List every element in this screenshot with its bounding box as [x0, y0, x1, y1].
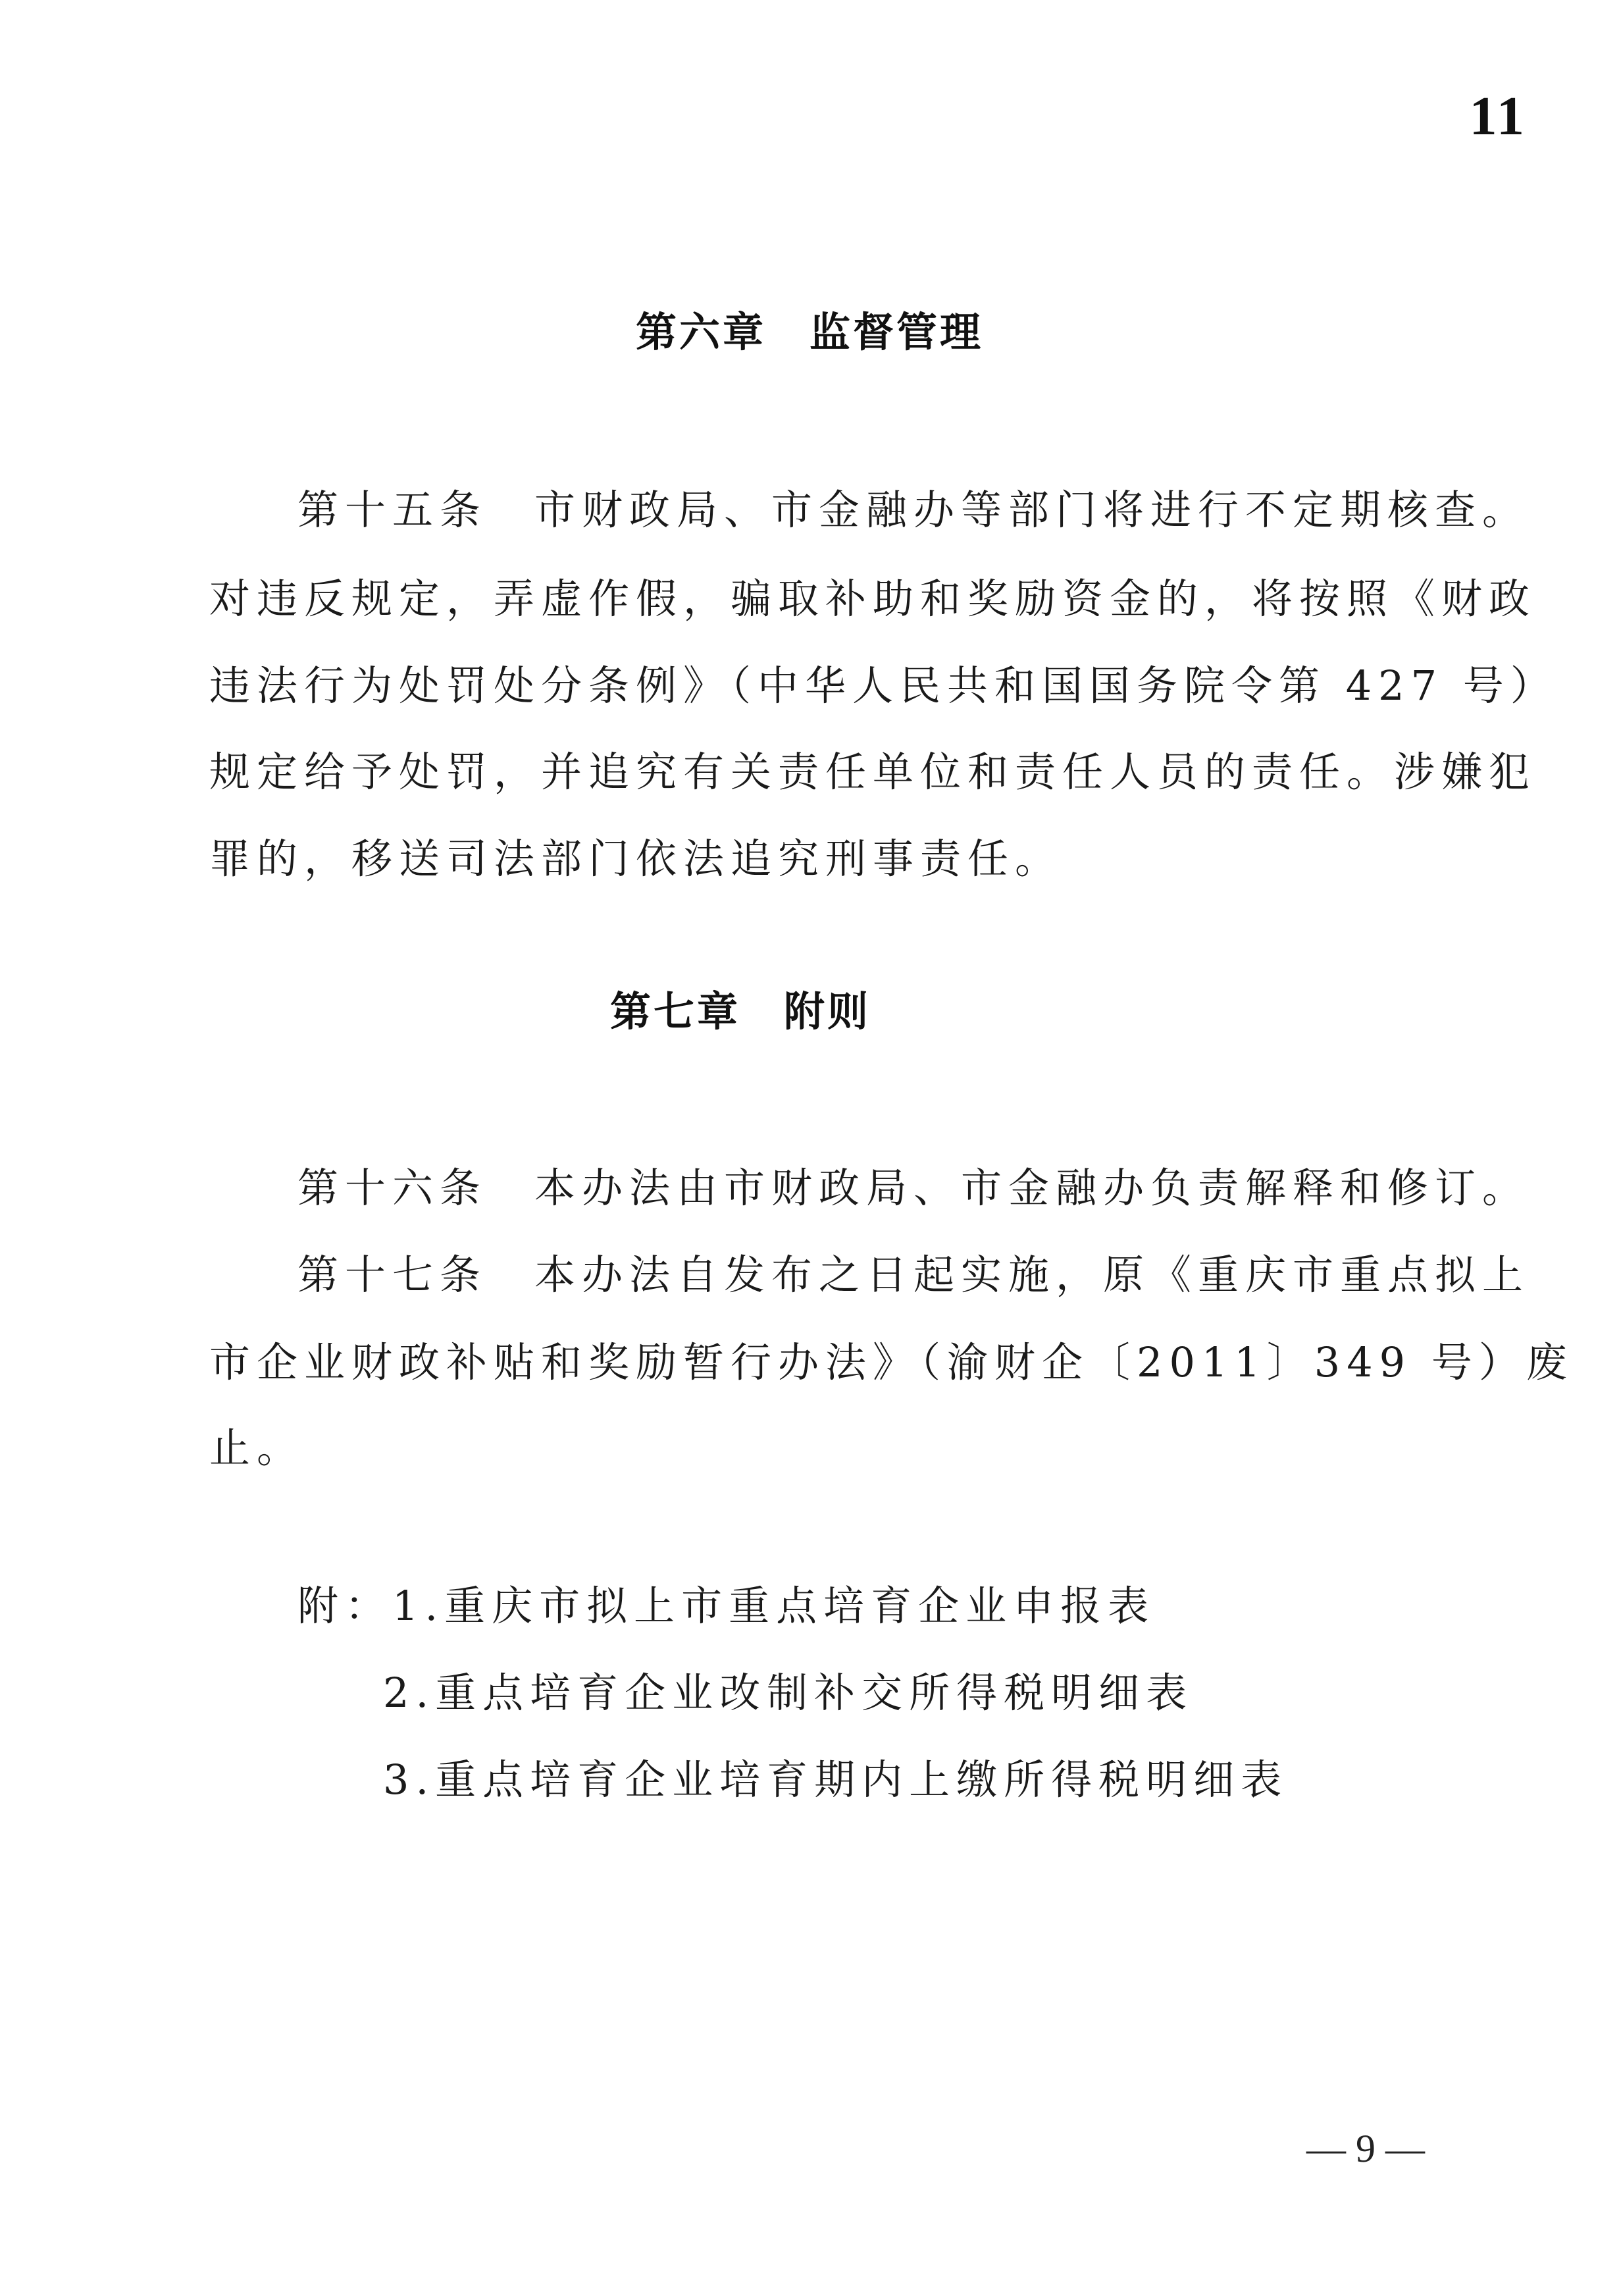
article-15-line-2: 对违反规定，弄虚作假，骗取补助和奖励资金的，将按照《财政 [209, 575, 1537, 623]
article-17-line-3: 止。 [209, 1424, 305, 1472]
chapter-6-title: 第六章 监督管理 [635, 308, 983, 356]
attachment-item-3: 3.重点培育企业培育期内上缴所得税明细表 [383, 1756, 1289, 1804]
article-16: 第十六条 本办法由市财政局、市金融办负责解释和修订。 [297, 1164, 1530, 1212]
article-15-line-1: 第十五条 市财政局、市金融办等部门将进行不定期核查。 [297, 486, 1530, 534]
article-15-line-4: 规定给予处罚，并追究有关责任单位和责任人员的责任。涉嫌犯 [209, 748, 1537, 796]
chapter-7-title: 第七章 附则 [609, 987, 871, 1035]
article-15-line-3: 违法行为处罚处分条例》（中华人民共和国国务院令第 427 号） [209, 662, 1558, 710]
article-15-line-5: 罪的，移送司法部门依法追究刑事责任。 [209, 835, 1063, 883]
page-number: — 9 — [1306, 2127, 1425, 2170]
document-stamp-number: 11 [1469, 86, 1527, 147]
attachment-item-1: 附：1.重庆市拟上市重点培育企业申报表 [297, 1582, 1156, 1630]
article-17-line-2: 市企业财政补贴和奖励暂行办法》（渝财企〔2011〕349 号）废 [209, 1338, 1574, 1386]
article-17-line-1: 第十七条 本办法自发布之日起实施，原《重庆市重点拟上 [297, 1251, 1530, 1299]
attachment-item-2: 2.重点培育企业改制补交所得税明细表 [383, 1669, 1194, 1717]
